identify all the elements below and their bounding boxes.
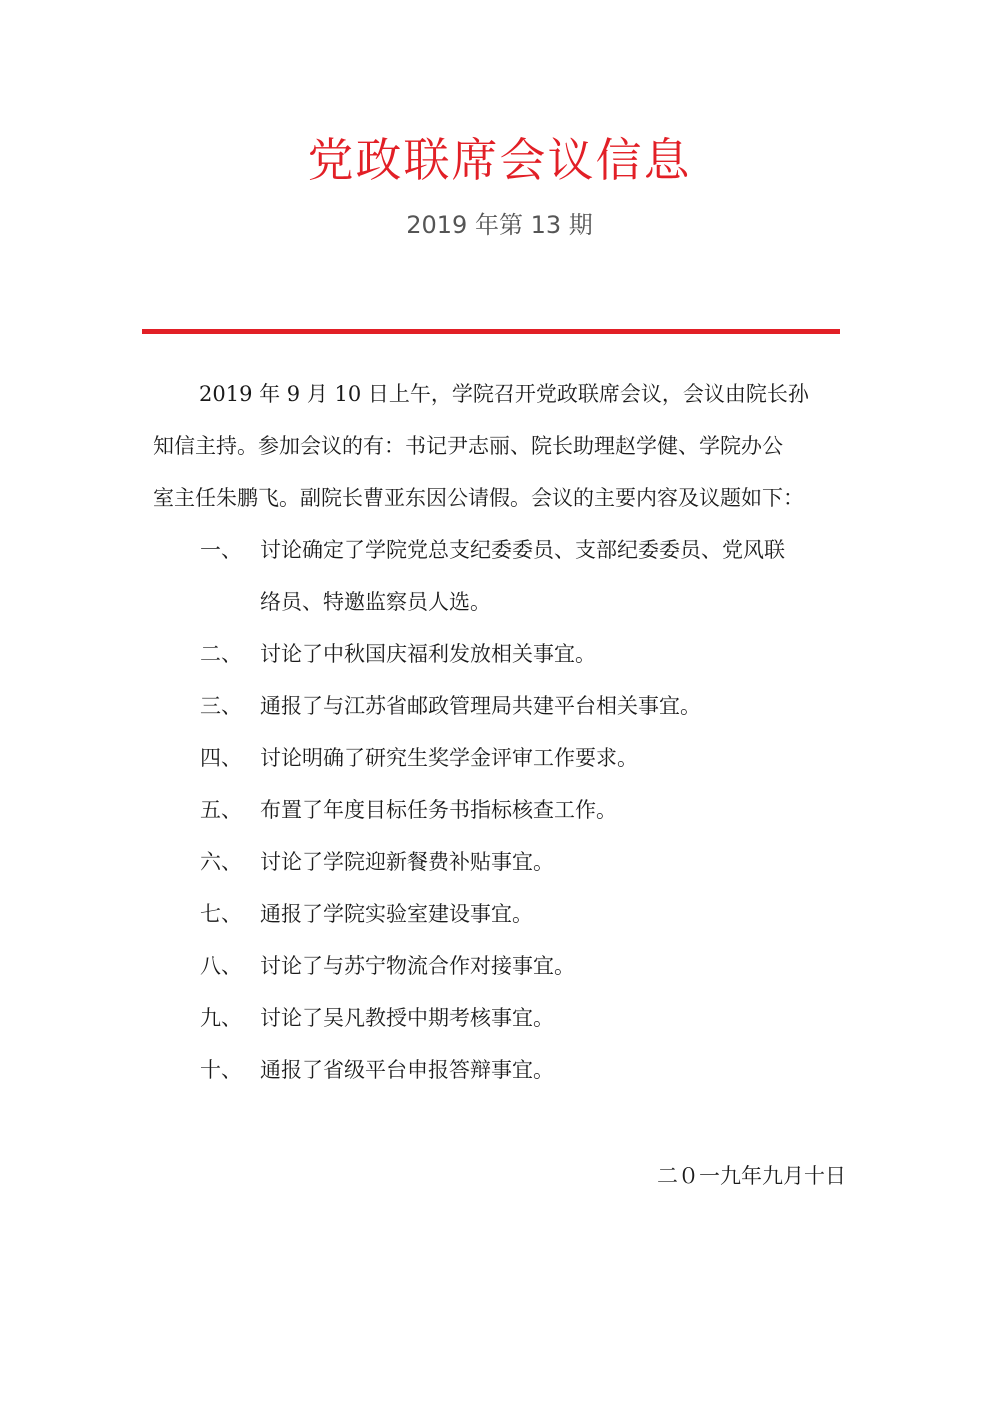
agenda-item-text [260,1044,850,1096]
agenda-item [0,1044,999,1096]
document-date: 二０一九年九月十日 [657,1164,846,1188]
agenda-item-text [260,784,850,836]
agenda-item-number: 六、 [200,850,242,874]
intro-line: 知信主持。参加会议的有：书记尹志丽、院长助理赵学健、学院办公 [153,434,783,458]
agenda-item-number: 二、 [200,642,242,666]
agenda-item-number: 一、 [200,538,242,562]
agenda-item-text [260,524,850,628]
agenda-item-number: 九、 [200,1006,242,1030]
agenda-item-text [260,836,850,888]
agenda-item [0,680,999,732]
agenda-item-text [260,628,850,680]
agenda-item [0,628,999,680]
agenda-item-line: 讨论了中秋国庆福利发放相关事宜。 [260,642,596,666]
agenda-item-text [260,940,850,992]
agenda-list [0,524,999,1096]
agenda-item [0,836,999,888]
document-title: 党政联席会议信息 [307,133,692,187]
agenda-item [0,524,999,628]
agenda-item-line: 讨论了学院迎新餐费补贴事宜。 [260,850,554,874]
agenda-item-line: 讨论了与苏宁物流合作对接事宜。 [260,954,575,978]
agenda-item [0,992,999,1044]
agenda-item [0,732,999,784]
intro-paragraph [153,368,853,524]
agenda-item-number: 四、 [200,746,242,770]
agenda-item-line: 讨论了吴凡教授中期考核事宜。 [260,1006,554,1030]
agenda-item-line: 讨论明确了研究生奖学金评审工作要求。 [260,746,638,770]
red-divider [142,329,840,334]
agenda-item-line: 通报了与江苏省邮政管理局共建平台相关事宜。 [260,694,701,718]
agenda-item-text [260,680,850,732]
agenda-item-number: 三、 [200,694,242,718]
agenda-item-text [260,732,850,784]
agenda-item-text [260,992,850,1044]
issue-number: 2019 年第 13 期 [406,211,593,239]
agenda-item-number: 八、 [200,954,242,978]
agenda-item-number: 七、 [200,902,242,926]
agenda-item [0,784,999,836]
intro-line: 2019 年 9 月 10 日上午，学院召开党政联席会议，会议由院长孙 [199,382,809,406]
agenda-item [0,888,999,940]
agenda-item [0,940,999,992]
intro-line: 室主任朱鹏飞。副院长曹亚东因公请假。会议的主要内容及议题如下： [153,486,804,510]
agenda-item-line: 通报了省级平台申报答辩事宜。 [260,1058,554,1082]
agenda-item-number: 十、 [200,1058,242,1082]
agenda-item-text [260,888,850,940]
agenda-item-number: 五、 [200,798,242,822]
agenda-item-line: 讨论确定了学院党总支纪委委员、支部纪委委员、党风联 [260,538,785,562]
agenda-item-line: 通报了学院实验室建设事宜。 [260,902,533,926]
agenda-item-line: 布置了年度目标任务书指标核查工作。 [260,798,617,822]
agenda-item-line: 络员、特邀监察员人选。 [260,590,491,614]
